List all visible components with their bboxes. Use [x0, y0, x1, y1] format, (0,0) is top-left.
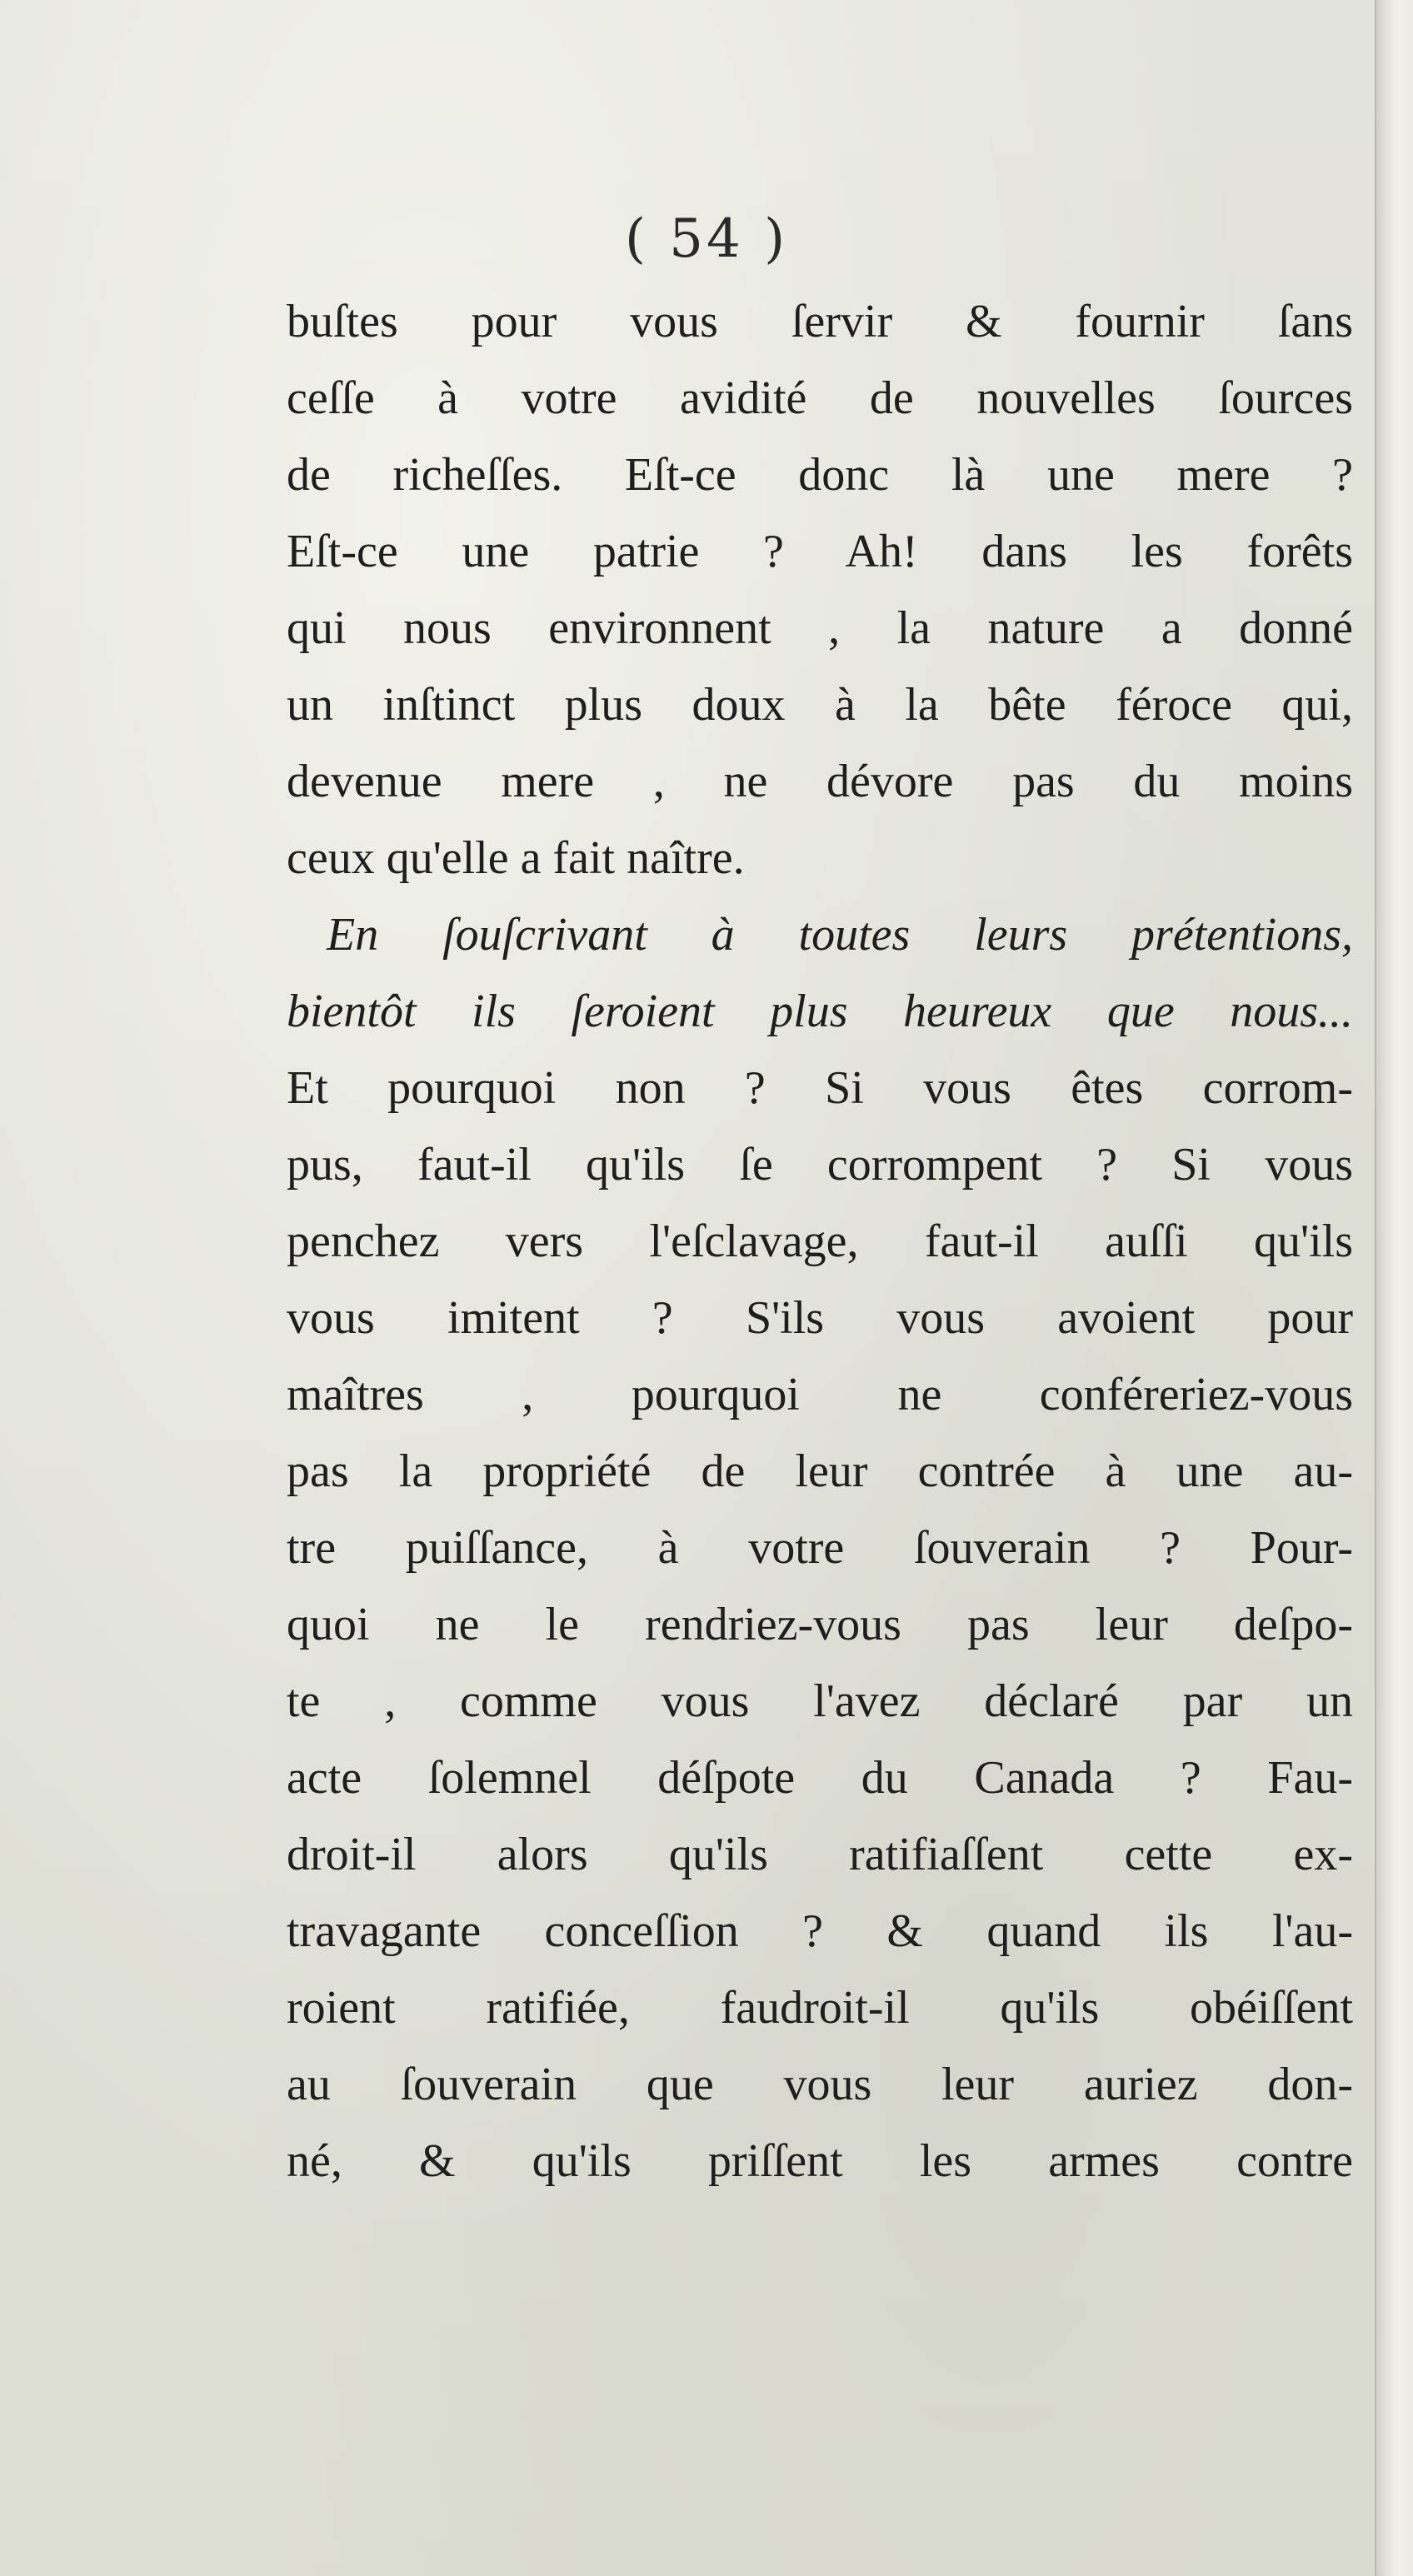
text-line: Eſt-ce une patrie ? Ah! dans les forêts [287, 526, 1353, 577]
text-line: buſtes pour vous ſervir & fournir ſans [287, 296, 1353, 347]
italic-text-line: bientôt ils ſeroient plus heureux que nous... [287, 986, 1353, 1037]
text-line: maîtres , pourquoi ne conféreriez-vous [287, 1369, 1353, 1420]
text-line: roient ratifiée, faudroit-il qu'ils obéiſſent [287, 1982, 1353, 2034]
text-line: droit-il alors qu'ils ratifiaſſent cette ex- [287, 1829, 1353, 1880]
text-line: quoi ne le rendriez-vous pas leur deſpo- [287, 1599, 1353, 1650]
text-line: vous imitent ? S'ils vous avoient pour [287, 1292, 1353, 1344]
text-line: qui nous environnent , la nature a donné [287, 602, 1353, 654]
text-line: pus, faut-il qu'ils ſe corrompent ? Si vous [287, 1139, 1353, 1191]
text-line: pas la propriété de leur contrée à une au- [287, 1445, 1353, 1497]
page-edge [1375, 0, 1413, 2576]
text-line: ceux qu'elle a fait naître. [287, 832, 745, 884]
body-text [287, 283, 1353, 2199]
text-line: de richeſſes. Eſt-ce donc là une mere ? [287, 449, 1353, 501]
text-line: né, & qu'ils priſſent les armes contre [287, 2135, 1353, 2187]
text-line: au ſouverain que vous leur auriez don- [287, 2059, 1353, 2110]
text-line: ceſſe à votre avidité de nouvelles ſources [287, 372, 1353, 424]
text-line: te , comme vous l'avez déclaré par un [287, 1675, 1353, 1727]
italic-text-line: En ſouſcrivant à toutes leurs prétentions, [327, 909, 1353, 961]
text-line: tre puiſſance, à votre ſouverain ? Pour- [287, 1522, 1353, 1574]
text-line: acte ſolemnel déſpote du Canada ? Fau- [287, 1752, 1353, 1804]
text-line: un inſtinct plus doux à la bête féroce qui, [287, 679, 1353, 731]
text-line: penchez vers l'eſclavage, faut-il auſſi qu'ils [287, 1216, 1353, 1267]
text-line: Et pourquoi non ? Si vous êtes corrom- [287, 1062, 1353, 1114]
page-number: ( 54 ) [624, 208, 789, 270]
text-line: travagante conceſſion ? & quand ils l'au- [287, 1905, 1353, 1957]
text-line: devenue mere , ne dévore pas du moins [287, 756, 1353, 807]
